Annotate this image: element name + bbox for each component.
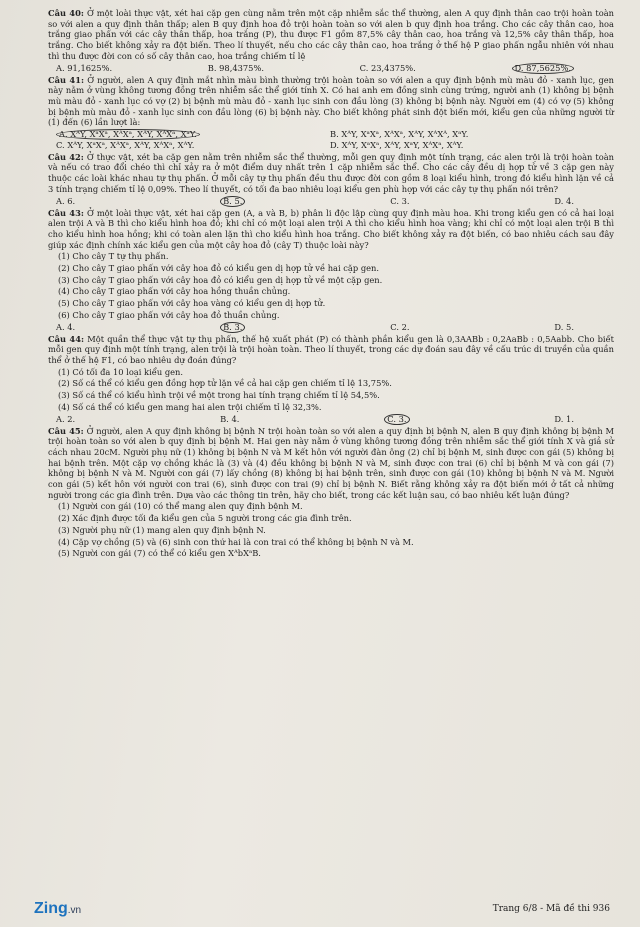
option-c: C. 2.	[390, 321, 410, 332]
question-44	[48, 334, 614, 366]
answer-circle: A. XᴬY, XᵃXᵃ, XᴬXᵃ, XᴬY, XᴬXᵃ, XᵃY.	[56, 129, 200, 140]
statement: (3) Người phụ nữ (1) mang alen quy định bệnh N.	[58, 524, 266, 535]
statement: (2) Xác định được tối đa kiểu gen của 5 người trong các gia đình trên.	[58, 513, 352, 524]
question-44-text: Một quần thể thực vật tự thụ phấn, thế hệ xuất phát (P) có thành phần kiểu gen là 0,3AABb : 0,2AaBb : 0,5Aabb. Cho biết mỗi gen quy định một tính trạng, alen trội là trội hoàn toàn. Theo lí thuyết, trong các dự đoán sau đây về cấu trúc di truyền của quần thể ở thế hệ F1, có bao nhiêu dự đoán đúng?	[48, 333, 615, 365]
statement: (4) Số cá thể có kiểu gen mang hai alen trội chiếm tỉ lệ 32,3%.	[58, 401, 322, 412]
page-footer: Trang 6/8 - Mã đề thi 936	[492, 904, 610, 915]
question-40-text: Ở một loài thực vật, xét hai cặp gen cùng nằm trên một cặp nhiễm sắc thể thường, alen A quy định thân cao trội hoàn toàn so với alen a quy định thân thấp; alen B quy định hoa đỏ trội hoàn toàn so với alen b quy định hoa trắng. Cho các cây thân cao, hoa trắng giao phấn với các cây thân thấp, hoa trắng (P), thu được F1 gồm 87,5% cây thân cao, hoa trắng và 12,5% cây thân thấp, hoa trắng. Cho biết không xảy ra đột biến. Theo lí thuyết, nếu cho các cây thân cao, hoa trắng ở thế hệ P giao phấn ngẫu nhiên với nhau thì thu được đời con có số cây thân cao, hoa trắng chiếm tỉ lệ	[48, 8, 615, 61]
answer-circle: B. 3.	[220, 322, 245, 333]
option-b-circled	[220, 196, 245, 207]
statement: (5) Cho cây T giao phấn với cây hoa vàng có kiểu gen dị hợp tử.	[58, 298, 326, 309]
question-43-text: Ở một loài thực vật, xét hai cặp gen (A, a và B, b) phân li độc lập cùng quy định màu hoa. Khi trong kiểu gen có cả hai loại alen trội A và B thì cho kiểu hình hoa đỏ; khi chỉ có một loại alen trội A thì cho kiểu hình hoa vàng; khi chỉ có một loại alen trội B thì cho kiểu hình hoa hồng; khi có toàn alen lặn thì cho kiểu hình hoa trắng. Cho biết không xảy ra đột biến, có bao nhiêu cách sau đây giúp xác định chính xác kiểu gen của một cây hoa đỏ (cây T) thuộc loài này?	[48, 207, 614, 250]
option-c: C. XᴬY, XᵃXᵃ, XᴬXᵃ, XᴬY, XᴬXᵃ, XᴬY.	[56, 140, 195, 151]
option-a: A. 4.	[56, 321, 76, 332]
option-b-circled	[220, 322, 245, 333]
question-40-options	[48, 63, 614, 74]
option-d: D. XᴬY, XᵃXᵃ, XᴬY, XᵃY, XᴬXᵃ, XᴬY.	[330, 140, 464, 151]
statement: (5) Người con gái (7) có thể có kiểu gen XᴬbXᵃB.	[58, 548, 261, 559]
statement: (4) Cho cây T giao phấn với cây hoa hồng thuần chủng.	[58, 286, 291, 297]
option-c: C. 3.	[390, 195, 410, 206]
question-43-head: Câu 43:	[48, 207, 84, 218]
statement: (4) Cặp vợ chồng (5) và (6) sinh con thứ hai là con trai có thể không bị bệnh N và M.	[58, 536, 414, 547]
question-41-head: Câu 41:	[48, 74, 85, 85]
option-b: B. XᴬY, XᵃXᵃ, XᴬXᵃ, XᴬY, XᴬXᴬ, XᵃY.	[330, 129, 469, 140]
question-45-head: Câu 45:	[48, 425, 84, 436]
question-43-options	[48, 322, 614, 333]
question-44-head: Câu 44:	[48, 333, 85, 344]
question-41-options	[48, 129, 614, 151]
question-42-head: Câu 42:	[48, 151, 84, 162]
question-45	[48, 426, 614, 501]
option-a: A. 6.	[56, 195, 76, 206]
zing-logo: Zing.vn	[34, 900, 82, 918]
statement: (1) Có tối đa 10 loại kiểu gen.	[58, 366, 184, 377]
question-42	[48, 152, 614, 195]
statement: (1) Người con gái (10) có thể mang alen quy định bệnh M.	[58, 501, 303, 512]
question-41	[48, 75, 614, 129]
statement: (3) Cho cây T giao phấn với cây hoa đỏ có kiểu gen dị hợp tử về một cặp gen.	[58, 274, 383, 285]
option-a-circled	[56, 129, 330, 140]
option-c: C. 23,4375%.	[359, 62, 416, 73]
question-42-text: Ở thực vật, xét ba cặp gen nằm trên nhiễm sắc thể thường, mỗi gen quy định một tính trạng, các alen trội là trội hoàn toàn và nếu có trao đổi chéo thì chỉ xảy ra ở một điểm duy nhất trên 1 cặp nhiễm sắc thể. Cho các cây đều dị hợp tử về 3 cặp gen này thuộc các loài khác nhau tự thụ phấn. Ở mỗi cây tự thụ phấn đều thu được đời con gồm 8 loại kiểu hình, trong đó kiểu hình lặn về cả 3 tính trạng chiếm tỉ lệ 0,09%. Theo lí thuyết, có tối đa bao nhiêu loại kiểu gen phù hợp với các cây tự thụ phấn nói trên?	[48, 151, 615, 194]
option-b: B. 98,4375%.	[207, 62, 264, 73]
option-b: B. 4.	[220, 413, 240, 424]
option-d: D. 1.	[554, 413, 574, 424]
option-d-circled	[512, 63, 574, 74]
question-42-options	[48, 196, 614, 207]
question-43	[48, 208, 614, 251]
question-40-head: Câu 40:	[48, 8, 84, 18]
statement: (2) Cho cây T giao phấn với cây hoa đỏ có kiểu gen dị hợp tử về hai cặp gen.	[58, 263, 380, 274]
question-44-options	[48, 414, 614, 425]
option-d: D. 4.	[554, 195, 574, 206]
statement: (2) Số cá thể có kiểu gen đồng hợp tử lặn về cả hai cặp gen chiếm tỉ lệ 13,75%.	[58, 378, 392, 389]
option-a: A. 2.	[56, 413, 76, 424]
question-41-text: Ở người, alen A quy định mắt nhìn màu bình thường trội hoàn toàn so với alen a quy định bệnh mù màu đỏ - xanh lục, gen này nằm ở vùng không tương đồng trên nhiễm sắc thể giới tính X. Có hai anh em đồng sinh cùng trứng, người anh (1) không bị bệnh mù màu đỏ - xanh lục có vợ (2) bị bệnh mù màu đỏ - xanh lục sinh con đầu lòng (3) không bị bệnh này. Người em (4) có vợ (5) không bị bệnh mù màu đỏ - xanh lục sinh con đầu lòng (6) bị bệnh này. Cho biết không phát sinh đột biến mới, kiểu gen của những người từ (1) đến (6) lần lượt là:	[48, 74, 615, 128]
option-c-circled	[384, 414, 409, 425]
question-45-text: Ở người, alen A quy định không bị bệnh N trội hoàn toàn so với alen a quy định bị bệnh N, alen B quy định không bị bệnh M trội hoàn toàn so với alen b quy định bị bệnh M. Hai gen này nằm ở vùng không tương đồng trên nhiễm sắc thể giới tính X và giả sử cách nhau 20cM. Người phụ nữ (1) không bị bệnh N và M kết hôn với người đàn ông (2) chỉ bị bệnh M, sinh được con gái (5) không bị hai bệnh trên. Một cặp vợ chồng khác là (3) và (4) đều không bị bệnh N và M, sinh được con trai (6) chỉ bị bệnh M và con gái (7) không bị bệnh N và M. Người con gái (7) lấy chồng (8) không bị hai bệnh trên, sinh được con gái (10) không bị bệnh N và M. Người con gái (5) kết hôn với người con trai (6), sinh được con trai (9) chỉ bị bệnh N. Biết rằng không xảy ra đột biến mới ở tất cả những người trong các gia đình trên. Dựa vào các thông tin trên, hãy cho biết, trong các kết luận sau, có bao nhiêu kết luận đúng?	[48, 425, 615, 500]
question-40	[48, 8, 614, 62]
option-d: D. 5.	[554, 321, 574, 332]
option-a: A. 91,1625%.	[56, 62, 113, 73]
statement: (6) Cho cây T giao phấn với cây hoa đỏ thuần chủng.	[58, 309, 280, 320]
statement: (3) Số cá thể có kiểu hình trội về một trong hai tính trạng chiếm tỉ lệ 54,5%.	[58, 390, 380, 401]
statement: (1) Cho cây T tự thụ phấn.	[58, 251, 169, 262]
answer-circle: D. 87,5625%.	[512, 63, 574, 74]
answer-circle: B. 5.	[220, 196, 245, 207]
answer-circle: C. 3.	[384, 414, 409, 425]
